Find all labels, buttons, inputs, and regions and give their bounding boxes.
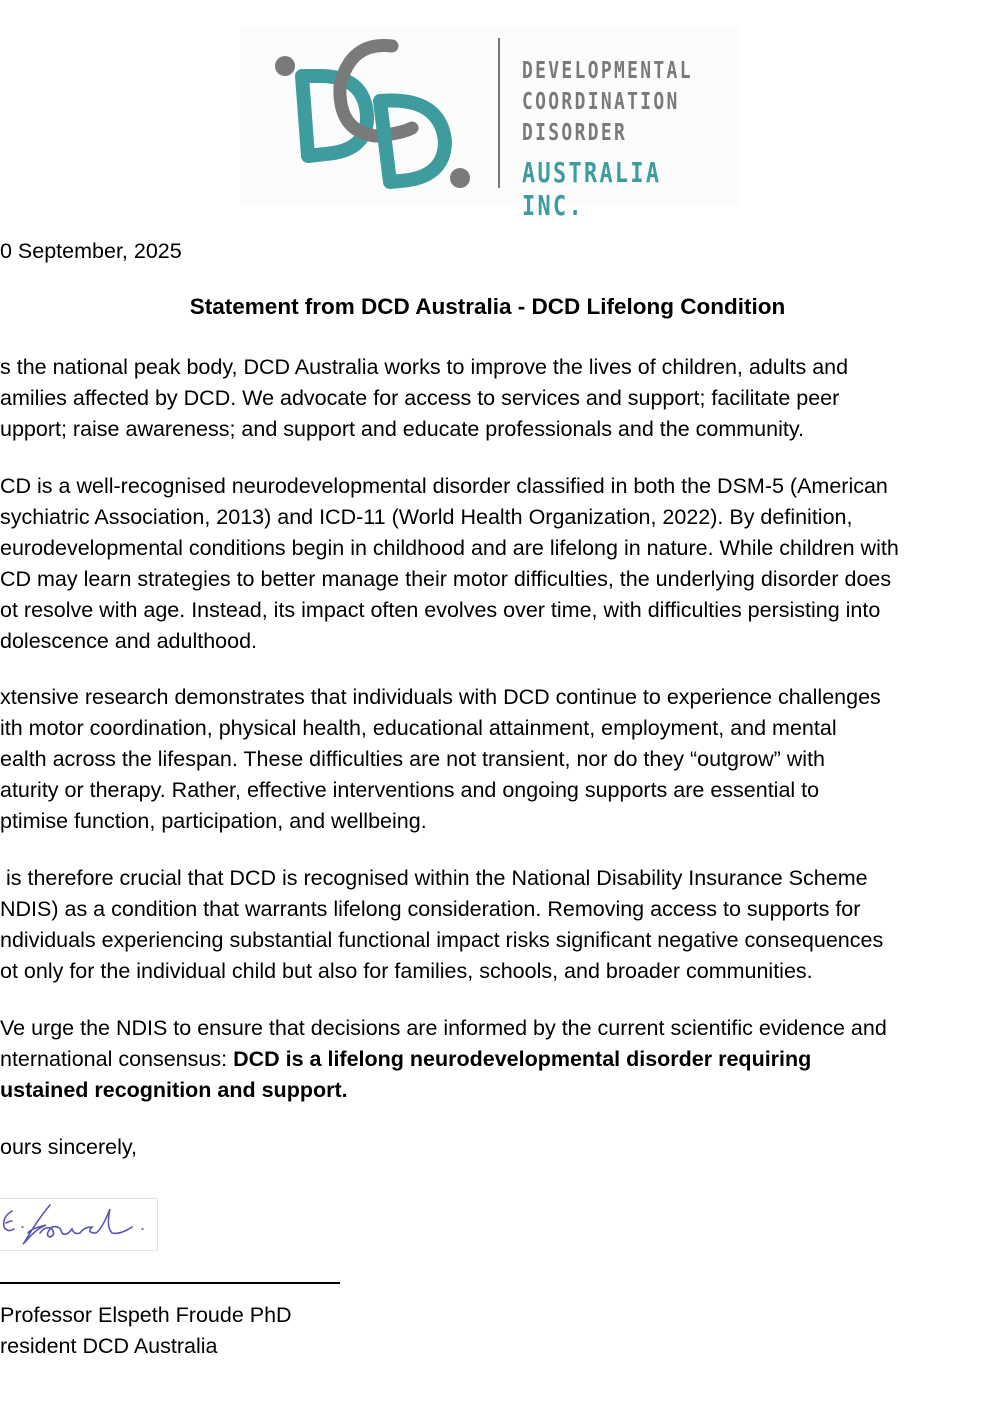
paragraph-1: s the national peak body, DCD Australia works to improve the lives of children, adults and amilies affected by DCD. We advocate for access to services and support; facilitate peer upport; raise awareness; and support and educate professionals and the community. bbox=[0, 355, 849, 441]
statement-title: Statement from DCD Australia - DCD Lifelong Condition bbox=[189, 294, 786, 319]
logo-line-1: DEVELOPMENTAL bbox=[522, 58, 693, 84]
signatory-role: resident DCD Australia bbox=[0, 1334, 218, 1358]
paragraph-5: Ve urge the NDIS to ensure that decisions are informed by the current scientific evidence and nternational consensus: DCD is a lifelong neurodevelopmental disorder requiring ustained recognition and support. bbox=[0, 1016, 887, 1102]
dcd-australia-logo bbox=[240, 26, 740, 222]
logo-line-4: AUSTRALIA INC. bbox=[522, 156, 662, 222]
signature-image bbox=[0, 1198, 158, 1251]
signatory-name: Professor Elspeth Froude PhD bbox=[0, 1303, 292, 1327]
logo-line-3: DISORDER bbox=[522, 120, 628, 146]
logo-line-2: COORDINATION bbox=[522, 89, 680, 115]
paragraph-3: xtensive research demonstrates that individuals with DCD continue to experience challenges ith motor coordination, physical health, educational attainment, employment, and mental ealth across the lifespan. These difficulties are not transient, nor do they “outgrow” with aturity or therapy. Rather, effective interventions and ongoing supports are essential to ptimise function, participation, and wellbeing. bbox=[0, 685, 881, 833]
handwritten-signature bbox=[0, 1199, 157, 1250]
closing: ours sincerely, bbox=[0, 1135, 138, 1159]
dcd-logo-mark bbox=[240, 26, 480, 206]
paragraph-2: CD is a well-recognised neurodevelopmental disorder classified in both the DSM-5 (American sychiatric Association, 2013) and ICD-11 (World Health Organization, 2022). By definition, eurodevelopmental conditions begin in childhood and are lifelong in nature. While children with CD may learn strategies to better manage their motor difficulties, the underlying disorder does ot resolve with age. Instead, its impact often evolves over time, with difficulties persisting into dolescence and adulthood. bbox=[0, 474, 899, 653]
signature-line bbox=[0, 1282, 340, 1284]
letter-date: 0 September, 2025 bbox=[0, 239, 182, 263]
logo-divider bbox=[498, 38, 500, 188]
paragraph-4: is therefore crucial that DCD is recognised within the National Disability Insurance Scheme NDIS) as a condition that warrants lifelong consideration. Removing access to supports for ndividuals experiencing substantial functional impact risks significant negative consequences ot only for the individual child but also for families, schools, and broader communities. bbox=[0, 866, 884, 983]
